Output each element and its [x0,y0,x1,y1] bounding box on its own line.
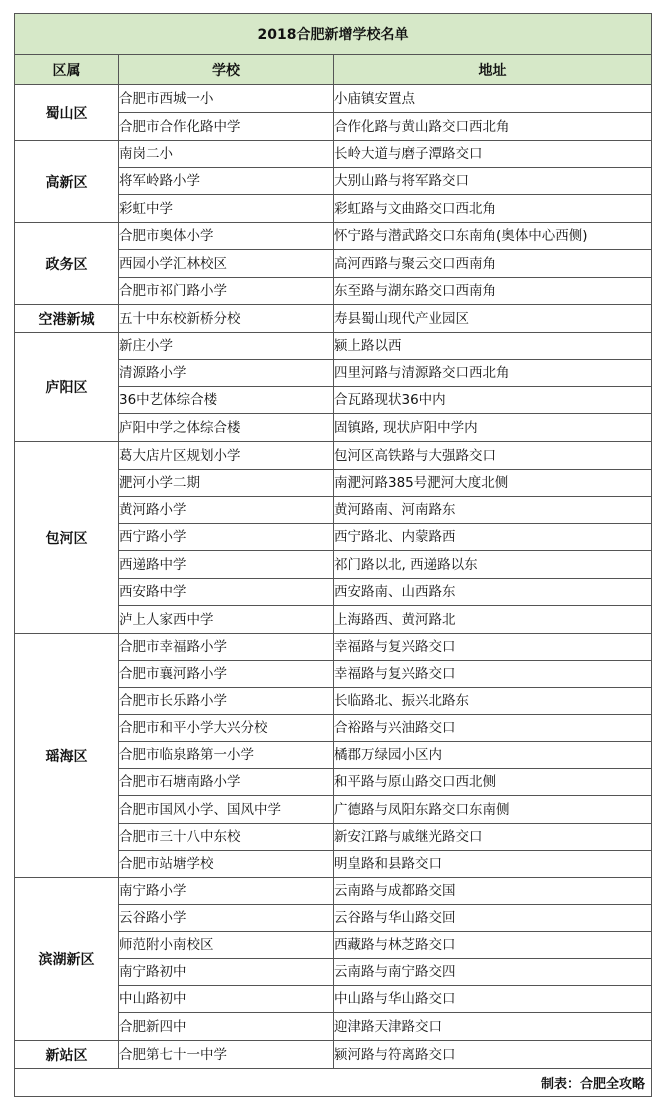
address-cell: 长岭大道与磨子潭路交口 [334,141,652,168]
table-row [15,141,652,168]
school-cell: 师范附小南校区 [119,932,334,959]
address-cell: 南淝河路385号淝河大度北侧 [334,470,652,497]
school-cell: 合肥市幸福路小学 [119,634,334,661]
table-row [15,442,652,470]
school-cell: 新庄小学 [119,333,334,360]
school-cell: 彩虹中学 [119,195,334,223]
school-cell: 将军岭路小学 [119,168,334,195]
school-cell: 西宁路小学 [119,524,334,551]
school-cell: 合肥市站塘学校 [119,851,334,878]
district-cell: 庐阳区 [15,333,119,442]
school-cell: 合肥第七十一中学 [119,1041,334,1069]
school-cell: 合肥市西城一小 [119,85,334,113]
school-cell: 合肥市石塘南路小学 [119,769,334,796]
table-row [15,878,652,905]
district-cell: 瑶海区 [15,634,119,878]
address-cell: 云南路与成都路交国 [334,878,652,905]
district-cell: 新站区 [15,1041,119,1069]
school-cell: 泸上人家西中学 [119,606,334,634]
address-cell: 寿县蜀山现代产业园区 [334,305,652,333]
address-cell: 四里河路与清源路交口西北角 [334,360,652,387]
address-cell: 东至路与湖东路交口西南角 [334,278,652,305]
address-cell: 颍河路与符离路交口 [334,1041,652,1069]
address-cell: 包河区高铁路与大强路交口 [334,442,652,470]
table-row [15,305,652,333]
address-cell: 合裕路与兴油路交口 [334,715,652,742]
address-cell: 明皇路和县路交口 [334,851,652,878]
school-cell: 葛大店片区规划小学 [119,442,334,470]
address-cell: 颍上路以西 [334,333,652,360]
table-body [15,85,652,1069]
address-cell: 迎津路天津路交口 [334,1013,652,1041]
school-list-sheet [14,13,651,1097]
school-cell: 庐阳中学之体综合楼 [119,414,334,442]
school-cell: 南宁路小学 [119,878,334,905]
address-cell: 西藏路与林芝路交口 [334,932,652,959]
address-cell: 广德路与凤阳东路交口东南侧 [334,796,652,824]
table-row [15,634,652,661]
table-footer-credit: 制表：合肥全攻略 [15,1069,652,1097]
school-cell: 西园小学汇林校区 [119,250,334,278]
address-cell: 云南路与南宁路交四 [334,959,652,986]
address-cell: 祁门路以北, 西递路以东 [334,551,652,579]
address-cell: 怀宁路与潜武路交口东南角(奥体中心西侧) [334,223,652,250]
school-cell: 云谷路小学 [119,905,334,932]
address-cell: 中山路与华山路交口 [334,986,652,1013]
school-cell: 西递路中学 [119,551,334,579]
school-cell: 中山路初中 [119,986,334,1013]
address-cell: 上海路西、黄河路北 [334,606,652,634]
address-cell: 黄河路南、河南路东 [334,497,652,524]
address-cell: 西宁路北、内蒙路西 [334,524,652,551]
address-cell: 固镇路, 现状庐阳中学内 [334,414,652,442]
school-cell: 合肥市长乐路小学 [119,688,334,715]
address-cell: 西安路南、山西路东 [334,579,652,606]
school-table [14,13,652,1097]
district-cell: 高新区 [15,141,119,223]
school-cell: 36中艺体综合楼 [119,387,334,414]
school-cell: 合肥市襄河路小学 [119,661,334,688]
table-row [15,333,652,360]
header-address: 地址 [334,55,652,85]
address-cell: 大别山路与将军路交口 [334,168,652,195]
address-cell: 幸福路与复兴路交口 [334,661,652,688]
school-cell: 西安路中学 [119,579,334,606]
district-cell: 滨湖新区 [15,878,119,1041]
school-cell: 合肥市临泉路第一小学 [119,742,334,769]
address-cell: 小庙镇安置点 [334,85,652,113]
school-cell: 合肥市祁门路小学 [119,278,334,305]
school-cell: 合肥新四中 [119,1013,334,1041]
district-cell: 空港新城 [15,305,119,333]
school-cell: 合肥市奥体小学 [119,223,334,250]
school-cell: 五十中东校新桥分校 [119,305,334,333]
district-cell: 蜀山区 [15,85,119,141]
district-cell: 政务区 [15,223,119,305]
address-cell: 长临路北、振兴北路东 [334,688,652,715]
address-cell: 高河西路与聚云交口西南角 [334,250,652,278]
header-school: 学校 [119,55,334,85]
school-cell: 南宁路初中 [119,959,334,986]
school-cell: 合肥市合作化路中学 [119,113,334,141]
table-row [15,1041,652,1069]
address-cell: 合作化路与黄山路交口西北角 [334,113,652,141]
header-district: 区属 [15,55,119,85]
table-title: 2018合肥新增学校名单 [15,14,652,55]
district-cell: 包河区 [15,442,119,634]
address-cell: 彩虹路与文曲路交口西北角 [334,195,652,223]
address-cell: 合瓦路现状36中内 [334,387,652,414]
school-cell: 淝河小学二期 [119,470,334,497]
address-cell: 幸福路与复兴路交口 [334,634,652,661]
table-row [15,223,652,250]
table-row [15,85,652,113]
school-cell: 清源路小学 [119,360,334,387]
address-cell: 新安江路与戚继光路交口 [334,824,652,851]
address-cell: 和平路与原山路交口西北侧 [334,769,652,796]
school-cell: 黄河路小学 [119,497,334,524]
address-cell: 橘郡万绿园小区内 [334,742,652,769]
school-cell: 合肥市和平小学大兴分校 [119,715,334,742]
school-cell: 合肥市三十八中东校 [119,824,334,851]
school-cell: 南岗二小 [119,141,334,168]
school-cell: 合肥市国风小学、国风中学 [119,796,334,824]
address-cell: 云谷路与华山路交回 [334,905,652,932]
